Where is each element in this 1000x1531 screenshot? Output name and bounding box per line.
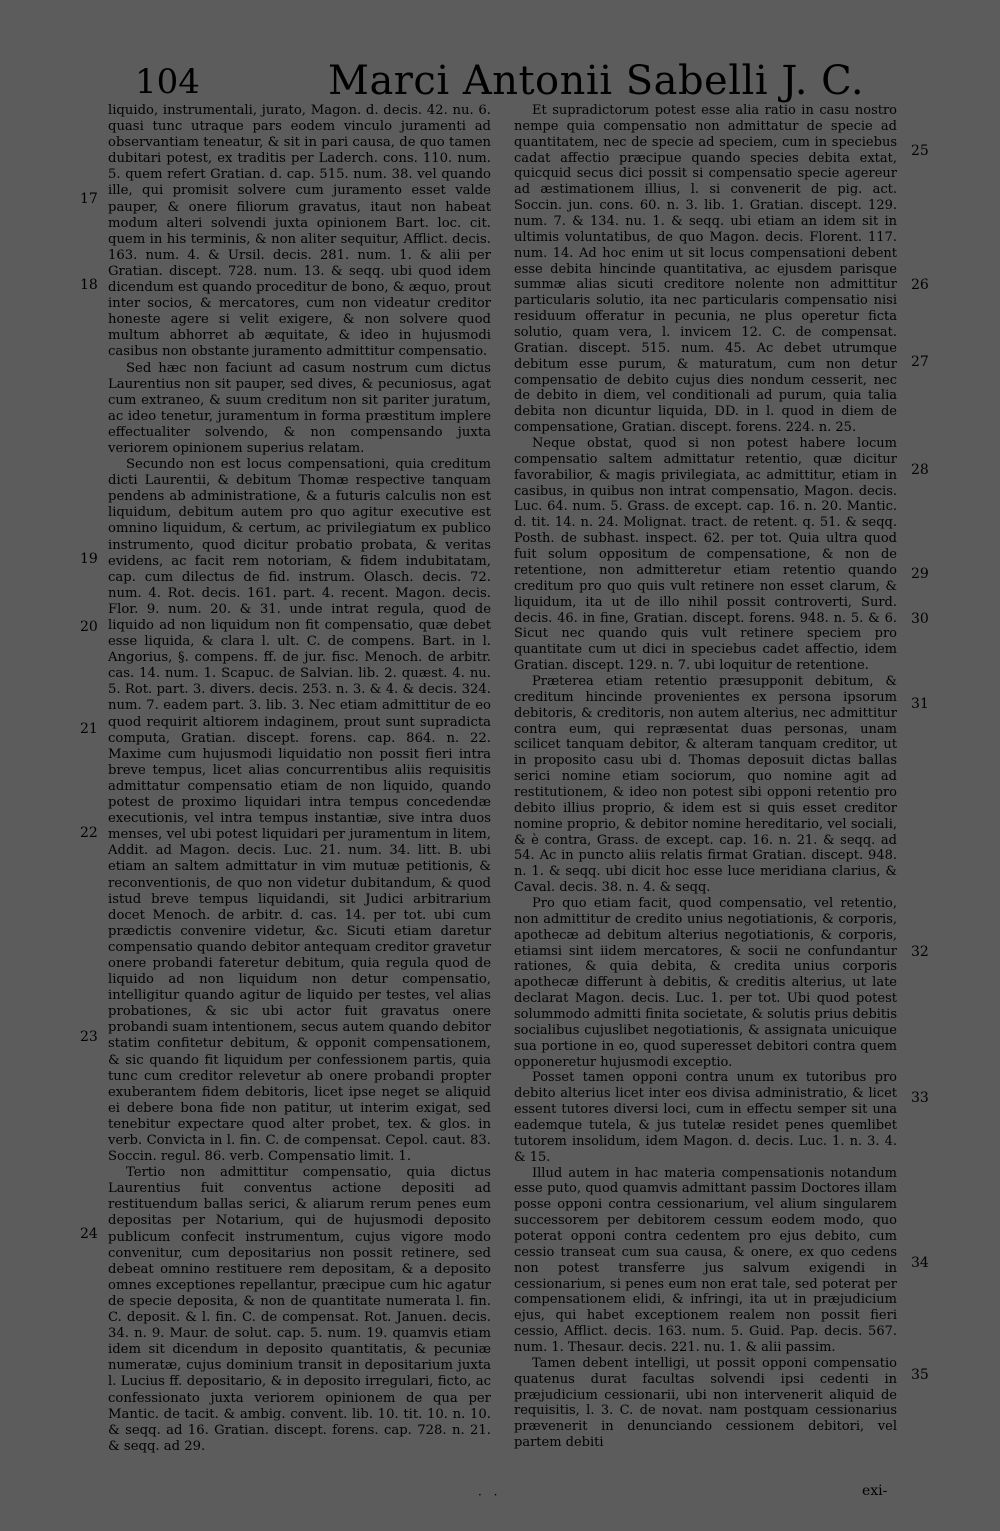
paragraph: Posset tamen opponi contra unum ex tutoribus pro debito alterius licet inter eos divisa administratio, & licet essent tutores diversi loci, cum in effectu semper sit una eademque tutela, & jus tutelæ residet penes quemlibet tutorem insolidum, idem Magon. d. decis. Luc. 1. n. 3. 4. & 15. (514, 1070, 897, 1165)
margin-number: 30 (911, 611, 929, 627)
catchword: exi- (862, 1483, 888, 1499)
paragraph: Neque obstat, quod si non potest habere locum compensatio saltem admittatur retentio, quæ dicitur favorabilior, & magis privilegiata, ac admittitur, etiam in casibus, in quibus non intrat compensatio, Magon. decis. Luc. 64. num. 5. Grass. de except. cap. 16. n. 20. Mantic. d. tit. 14. n. 24. Molignat. tract. de retent. q. 51. & seqq. Posth. de subhast. inspect. 62. per tot. Quia ultra quod fuit solum oppositum de compensatione, & non de retentione, non admitteretur etiam retentio quando creditum pro quo quis vult retinere non esset clarum, & liquidum, ita ut de illo nihil possit controverti, Surd. decis. 46. in fine, Gratian. discept. forens. 948. n. 5. & 6. Sicut nec quando quis vult retinere speciem pro quantitate cum ut dici in speciebus cadet affectio, idem Gratian. discept. 129. n. 7. ubi loquitur de retentione. (514, 436, 897, 674)
paragraph: Tertio non admittitur compensatio, quia dictus Laurentius fuit conventus actione depositi ad restituendum ballas serici, & aliarum rerum penes eum depositas per Notarium, qui de hujusmodi deposito publicum confecit instrumentum, cujus vigore modo convenitur, cum depositarius non possit retinere, sed debeat omnino restituere rem depositam, & a deposito omnes exceptiones repellantur, præcipue cum hic agatur de specie deposita, & non de quantitate numerata l. fin. C. deposit. & l. fin. C. de compensat. Rot. Januen. decis. 34. n. 9. Maur. de solut. cap. 5. num. 19. quamvis etiam idem sit dicendum in deposito quantitatis, & pecuniæ numeratæ, cujus dominium transit in depositarium juxta l. Lucius ff. depositario, & in deposito irregulari, ficto, ac confessionato juxta veriorem opinionem de qua per Mantic. de tacit. & ambig. convent. lib. 10. tit. 10. n. 10. & seqq. ad 16. Gratian. discept. forens. cap. 728. n. 21. & seqq. ad 29. (108, 1165, 491, 1454)
paragraph: Sed hæc non faciunt ad casum nostrum cum dictus Laurentius non sit pauper, sed dives, & pecuniosus, agat cum extraneo, & suum creditum non sit pariter juratum, ac ideo tenetur, juramentum in forma præstitum implere effectualiter solvendo, & non compensando juxta veriorem opinionem superius relatam. (108, 360, 491, 456)
right-text-column (514, 103, 897, 1451)
margin-number: 27 (911, 354, 929, 370)
margin-number: 28 (911, 462, 929, 478)
running-title: Marci Antonii Sabelli J. C. (328, 58, 865, 104)
left-text-column (108, 103, 491, 1455)
margin-number: 21 (80, 721, 98, 737)
margin-number: 19 (80, 551, 98, 567)
margin-number: 32 (911, 944, 929, 960)
margin-number: 22 (80, 825, 98, 841)
margin-number: 24 (80, 1226, 98, 1242)
paragraph: Præterea etiam retentio præsupponit debitum, & creditum hincinde provenientes ex persona ipsorum debitoris, & creditoris, non autem alterius, nec admittitur contra eum, qui repræsentat duas personas, unam scilicet tanquam debitor, & alteram tanquam creditor, ut in proposito casu ubi d. Thomas deposuit dictas ballas serici nomine etiam sociorum, quo nomine agit ad restitutionem, & ideo non potest sibi opponi retentio pro debito illius proprio, & idem est si quis esset creditor nomine proprio, & debitor nomine hereditario, vel sociali, & è contra, Grass. de except. cap. 16. n. 21. & seqq. ad 54. Ac in puncto aliis relatis firmat Gratian. discept. 948. n. 1. & seqq. ubi dicit hoc esse luce meridiana clarius, & Caval. decis. 38. n. 4. & seqq. (514, 673, 897, 896)
margin-number: 31 (911, 696, 929, 712)
page-number: 104 (135, 62, 200, 102)
paragraph: Secundo non est locus compensationi, quia creditum dicti Laurentii, & debitum Thomæ respective tanquam pendens ab administratione, & a futuris calculis non est liquidum, debitum autem pro quo agitur executive est omnino liquidum, & certum, ac privilegiatum ex publico instrumento, quod dicitur probatio probata, & veritas evidens, ac facit rem notoriam, & fidem indubitatam, cap. cum dilectus de fid. instrum. Olasch. decis. 72. num. 4. Rot. decis. 161. part. 4. recent. Magon. decis. Flor. 9. num. 20. & 31. unde intrat regula, quod de liquido ad non liquidum non fit compensatio, quæ debet esse liquida, & clara l. ult. C. de compens. Bart. in l. Angorius, §. compens. ff. de jur. fisc. Menoch. de arbitr. cas. 14. num. 1. Scapuc. de Salvian. lib. 2. quæst. 4. nu. 5. Rot. part. 3. divers. decis. 253. n. 3. & 4. & decis. 324. num. 7. eadem part. 3. lib. 3. Nec etiam admittitur de eo quod requirit altiorem indaginem, prout sunt supradicta computa, Gratian. discept. forens. cap. 864. n. 22. Maxime cum hujusmodi liquidatio non possit fieri intra breve tempus, licet alias concurrentibus aliis requisitis admittatur compensatio etiam de non liquido, quando potest de proximo liquidari intra tempus concedendæ executionis, vel intra tempus instantiæ, sive intra duos menses, vel ubi potest liquidari per juramentum in litem, Addit. ad Magon. decis. Luc. 21. num. 34. litt. B. ubi etiam an saltem admittatur in vim mutuæ petitionis, & reconventionis, de quo non videtur dubitandum, & quod istud breve tempus liquidandi, sit Judici arbitrarium docet Menoch. de arbitr. d. cas. 14. per tot. ubi cum prædictis convenire videtur, &c. Sicuti etiam daretur compensatio quando debitor antequam creditor gravetur onere probandi fateretur debitum, quia regula quod de liquido ad non liquidum non detur compensatio, intelligitur quando agitur de liquido per testes, vel alias probationes, & sic ubi actor fuit gravatus onere probandi suam intentionem, secus autem quando debitor statim confitetur debitum, & opponit compensationem, & sic quando fit liquidum per confessionem partis, quia tunc cum creditor relevetur ab onere probandi propter exuberantem fidem debitoris, licet ipse neget se aliquid ei debere bona fide non patitur, ut interim exigat, sed tenebitur expectare quod alter probet, tex. & glos. in verb. Convicta in l. fin. C. de compensat. Cepol. caut. 83. Soccin. regul. 86. verb. Compensatio limit. 1. (108, 457, 491, 1165)
margin-number: 35 (911, 1367, 929, 1383)
paragraph: Pro quo etiam facit, quod compensatio, vel retentio, non admittitur de credito unius negotiationis, & corporis, apothecæ ad debitum alterius negotiationis, & corporis, etiamsi sint iidem mercatores, & socii ne confundantur rationes, & quia debita, & credita unius corporis apothecæ differunt à debitis, & creditis alterius, ut late declarat Magon. decis. Luc. 1. per tot. Ubi quod potest solummodo admitti finita societate, & solutis prius debitis socialibus cujuslibet negotiationis, & assignata unicuique sua portione in eo, quod superesset debitori contra quem opponeretur hujusmodi exceptio. (514, 895, 897, 1070)
margin-number: 18 (80, 277, 98, 293)
margin-number: 25 (911, 143, 929, 159)
margin-number: 23 (80, 1029, 98, 1045)
margin-number: 33 (911, 1090, 929, 1106)
margin-number: 34 (911, 1255, 929, 1271)
paragraph: Illud autem in hac materia compensationis notandum esse puto, quod quamvis admittant passim Doctores illam posse opponi contra cessionarium, vel alium singularem successorem per debitorem cessum eodem modo, quo poterat opponi contra cedentem pro ejus debito, cum cessio transeat cum sua causa, & onere, ex quo cedens non potest transferre jus salvum exigendi in cessionarium, si penes eum non erat tale, sed poterat per compensationem elidi, & infringi, ita ut in præjudicium ejus, qui habet exceptionem realem non possit fieri cessio, Afflict. decis. 163. num. 5. Guid. Pap. decis. 567. num. 1. Thesaur. decis. 221. nu. 1. & alii passim. (514, 1165, 897, 1356)
ornament-dots: · · (478, 1488, 502, 1502)
margin-number: 29 (911, 566, 929, 582)
paragraph: Tamen debent intelligi, ut possit opponi compensatio quatenus durat facultas solvendi ipsi cedenti in præjudicium cessionarii, ubi non intervenerit aliquid de requisitis, l. 3. C. de novat. nam postquam cessionarius prævenerit in denunciando cessionem debitori, vel partem debiti (514, 1355, 897, 1451)
margin-number: 17 (80, 191, 98, 207)
paragraph: liquido, instrumentali, jurato, Magon. d. decis. 42. nu. 6. quasi tunc utraque pars eodem vinculo juramenti ad observantiam teneatur, & sit in pari causa, de quo tamen dubitari potest, ex traditis per Laderch. cons. 110. num. 5. quem refert Gratian. d. cap. 515. num. 38. vel quando ille, qui promisit solvere cum juramento esset valde pauper, & onere filiorum gravatus, itaut non habeat modum alteri solvendi juxta opinionem Bart. loc. cit. quem in his terminis, & non aliter sequitur, Afflict. decis. 163. num. 4. & Ursil. decis. 281. num. 1. & alii per Gratian. discept. 728. num. 13. & seqq. ubi quod idem dicendum est quando proceditur de bono, & æquo, prout inter socios, & mercatores, cum non videatur creditor honeste agere si velit exigere, & non solvere quod multum abhorret ab æquitate, & ideo in hujusmodi casibus non obstante juramento admittitur compensatio. (108, 103, 491, 360)
paragraph: Et supradictorum potest esse alia ratio in casu nostro nempe quia compensatio non admittatur de specie ad quantitatem, nec de specie ad speciem, cum in speciebus cadat affectio præcipue quando species debita extat, quicquid secus dici possit si compensatio specie agereur ad æstimationem illius, l. si convenerit de pig. act. Soccin. jun. cons. 60. n. 3. lib. 1. Gratian. discept. 129. num. 7. & 134. nu. 1. & seqq. ubi etiam an idem sit in ultimis voluntatibus, de quo Magon. decis. Florent. 117. num. 14. Ad hoc enim ut sit locus compensationi debent esse debita hincinde quantitativa, ac ejusdem parisque summæ alias sicuti creditore nolente non admittitur particularis solutio, ita nec particularis compensatio nisi residuum offeratur in pecunia, ne plus operetur ficta solutio, quam vera, l. invicem 12. C. de compensat. Gratian. discept. 515. num. 45. Ac debet utrumque debitum esse purum, & maturatum, cum non detur compensatio de debito cujus dies nondum cesserit, nec de debito in diem, vel conditionali ad purum, quia talia debita non dicuntur liquida, DD. in l. quod in diem de compensatione, Gratian. discept. forens. 224. n. 25. (514, 103, 897, 436)
margin-number: 26 (911, 277, 929, 293)
margin-number: 20 (80, 619, 98, 635)
page-header (0, 58, 1000, 108)
